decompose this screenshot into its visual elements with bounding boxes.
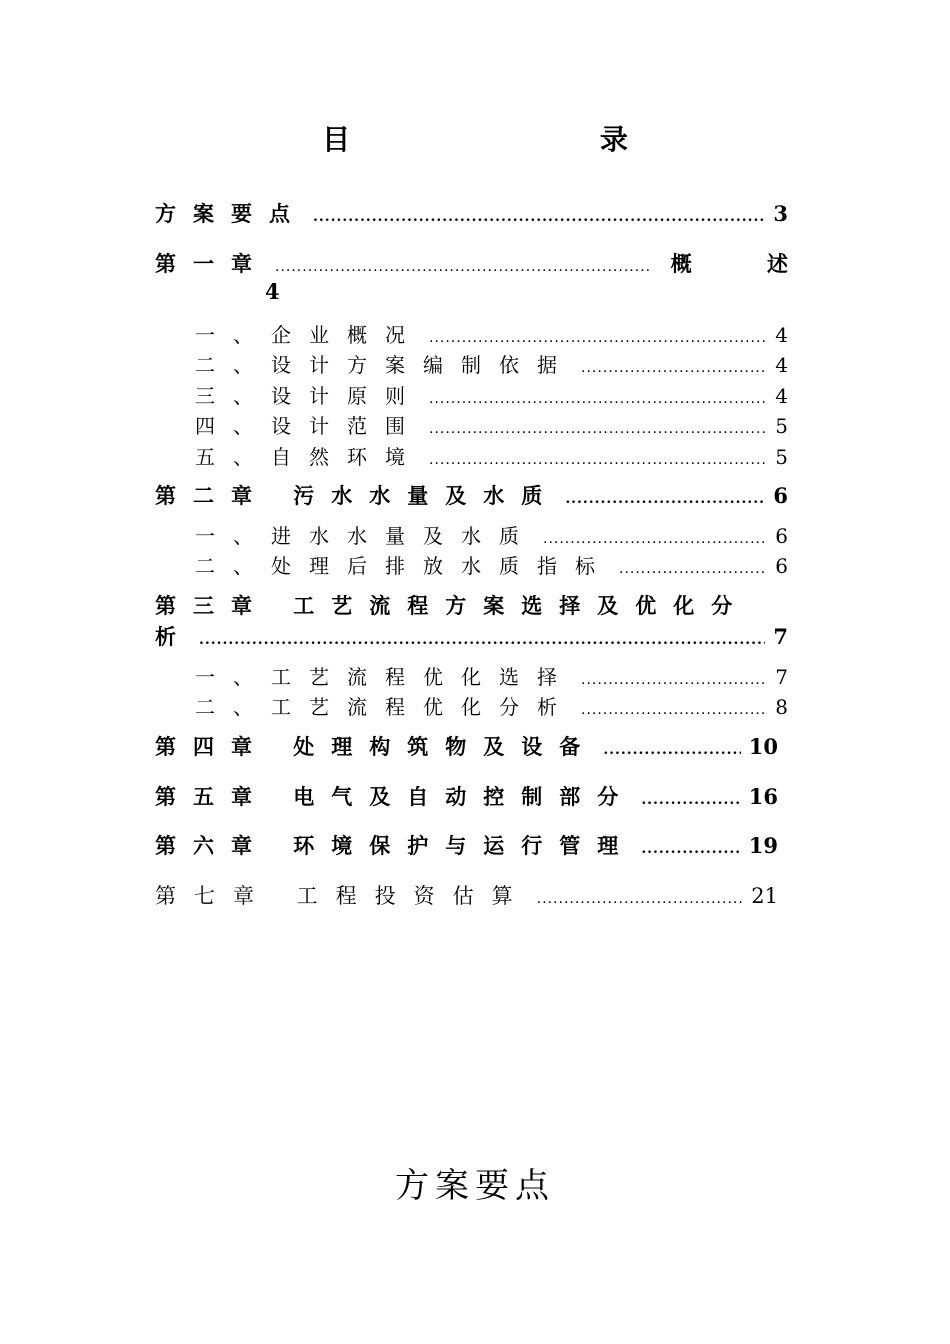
- toc-entry-fangan[interactable]: [155, 198, 788, 228]
- toc-entry-1-3[interactable]: [195, 380, 788, 409]
- toc-entry-chapter-3[interactable]: [155, 590, 788, 620]
- toc-entry-text: 第一章: [155, 251, 269, 276]
- toc-leader: [543, 531, 767, 547]
- toc-entry-page: 4: [265, 279, 280, 304]
- toc-entry-chapter-5[interactable]: [155, 781, 778, 811]
- toc-entry-text: 第二章 污水水量及水质: [155, 483, 560, 508]
- toc-entry-text: 一、进水水量及水质: [195, 524, 537, 548]
- toc-entry-page: 3: [773, 201, 788, 226]
- toc-entry-chapter-4[interactable]: [155, 731, 778, 761]
- toc-leader: [603, 742, 740, 758]
- toc-entry-1-1[interactable]: [195, 319, 788, 348]
- toc-entry-text: 方案要点: [155, 201, 307, 226]
- toc-leader: [199, 632, 765, 648]
- toc-entry-tail: 概 述: [670, 251, 822, 276]
- toc-entry-page: 4: [775, 323, 788, 347]
- toc-entry-page: 6: [773, 483, 788, 508]
- toc-entry-text: 第四章 处理构筑物及设备: [155, 734, 598, 759]
- toc-leader: [429, 421, 767, 437]
- toc-entry-page: 5: [775, 414, 788, 438]
- toc-entry-page: 4: [775, 353, 788, 377]
- toc-entry-chapter-7[interactable]: [155, 880, 778, 910]
- toc-leader: [429, 452, 767, 468]
- toc-entry-page: 21: [751, 884, 778, 908]
- toc-entry-text: 五、自然环境: [195, 445, 423, 469]
- toc-entry-2-2[interactable]: [195, 550, 788, 579]
- toc-entry-page: 7: [773, 624, 788, 649]
- toc-leader: [581, 702, 767, 718]
- toc-entry-1-2[interactable]: [195, 349, 788, 378]
- toc-entry-page: 4: [775, 384, 788, 408]
- toc-leader: [641, 841, 740, 857]
- toc-entry-page: 5: [775, 445, 788, 469]
- toc-entry-text: 二、设计方案编制依据: [195, 353, 575, 377]
- toc-leader: [313, 209, 765, 225]
- toc-entry-chapter-3-cont[interactable]: [155, 621, 788, 651]
- toc-entry-page: 6: [775, 524, 788, 548]
- toc-entry-page: 6: [775, 554, 788, 578]
- toc-leader: [275, 259, 649, 275]
- toc-entry-text: 析: [155, 624, 193, 649]
- toc-title: 目 录: [322, 123, 748, 156]
- toc-entry-chapter-6[interactable]: [155, 830, 778, 860]
- toc-leader: [619, 561, 767, 577]
- toc-entry-3-2[interactable]: [195, 691, 788, 720]
- toc-entry-3-1[interactable]: [195, 661, 788, 690]
- toc-entry-2-1[interactable]: [195, 520, 788, 549]
- toc-entry-page: 16: [748, 784, 778, 809]
- toc-entry-chapter-1[interactable]: [155, 248, 822, 278]
- toc-entry-text: 一、企业概况: [195, 323, 423, 347]
- toc-leader: [429, 330, 767, 346]
- toc-entry-text: 一、工艺流程优化选择: [195, 665, 575, 689]
- toc-entry-chapter-2[interactable]: [155, 480, 788, 510]
- toc-entry-page: 7: [775, 665, 788, 689]
- toc-entry-text: 第三章 工艺流程方案选择及优化分: [155, 593, 750, 618]
- toc-entry-page: 10: [748, 734, 778, 759]
- toc-leader: [429, 391, 767, 407]
- toc-leader: [537, 891, 744, 907]
- toc-entry-1-4[interactable]: [195, 410, 788, 439]
- toc-leader: [641, 792, 740, 808]
- toc-entry-text: 三、设计原则: [195, 384, 423, 408]
- toc-entry-page: 19: [748, 833, 778, 858]
- toc-leader: [581, 360, 767, 376]
- toc-entry-text: 第五章 电气及自动控制部分: [155, 784, 636, 809]
- toc-entry-text: 第七章 工程投资估算: [155, 884, 531, 908]
- toc-leader: [581, 672, 767, 688]
- toc-leader: [565, 491, 765, 507]
- toc-entry-text: 第六章 环境保护与运行管理: [155, 833, 636, 858]
- section-title: 方案要点: [395, 1166, 555, 1206]
- toc-entry-text: 四、设计范围: [195, 414, 423, 438]
- toc-entry-1-5[interactable]: [195, 441, 788, 470]
- toc-entry-text: 二、处理后排放水质指标: [195, 554, 613, 578]
- toc-entry-page: 8: [775, 695, 788, 719]
- toc-entry-text: 二、工艺流程优化分析: [195, 695, 575, 719]
